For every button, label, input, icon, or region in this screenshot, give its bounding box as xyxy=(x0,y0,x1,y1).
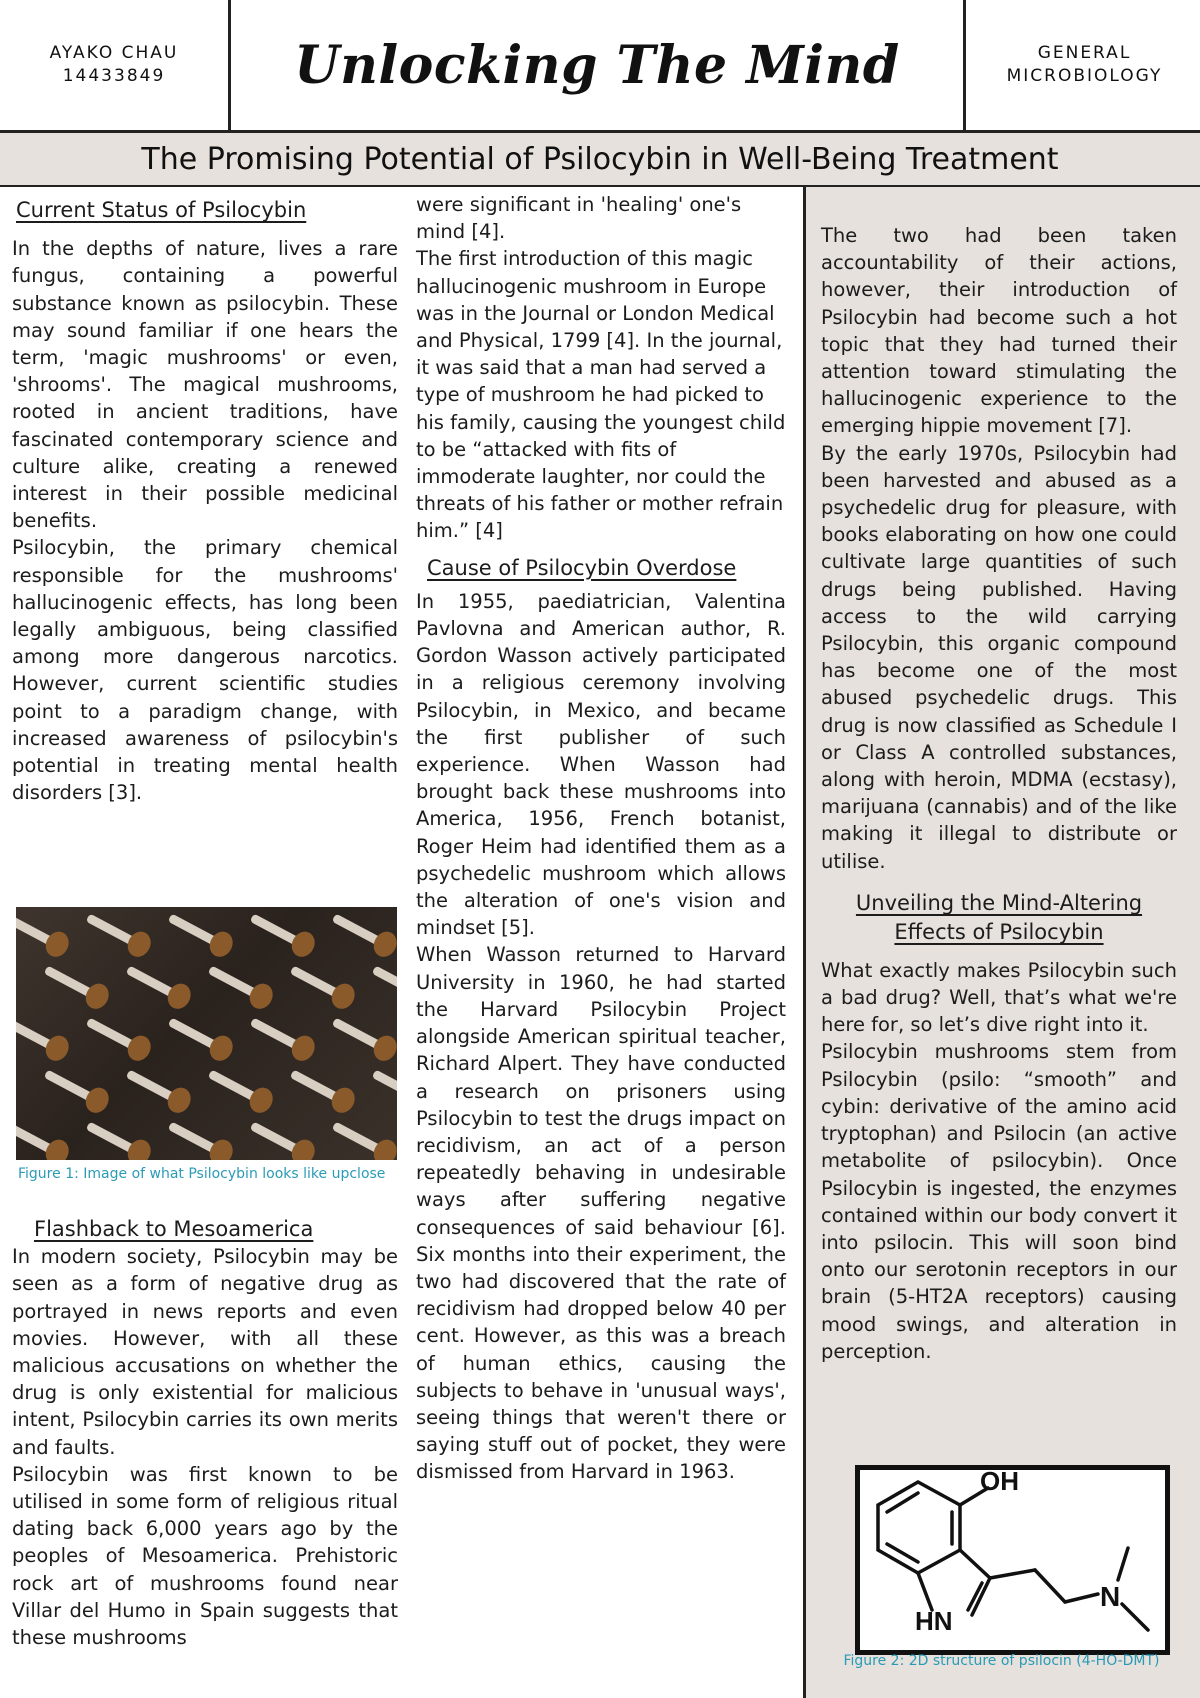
section-heading-mesoamerica: Flashback to Mesoamerica xyxy=(34,1217,314,1241)
paragraph: Psilocybin mushrooms stem from Psilocybin (psilo: “smooth” and cybin: derivative of the amino acid tryptophan) and Psilocin (an active metabolite of psilocybin). Once Psilocybin is ingested, the enzymes contained within our body convert it into psilocin. This will soon bind onto our serotonin receptors in our brain (5-HT2A receptors) causing mood swings, and alteration in perception. xyxy=(821,1040,1177,1363)
page-subtitle: The Promising Potential of Psilocybin in Well-Being Treatment xyxy=(141,141,1059,177)
paragraph: were significant in 'healing' one's mind [4]. xyxy=(416,193,742,244)
mushroom-photo xyxy=(16,907,397,1160)
methyl-bond xyxy=(1122,1604,1148,1630)
side-chain-bond xyxy=(1035,1570,1065,1602)
mushroom-shape xyxy=(82,1010,155,1065)
mushroom-image xyxy=(16,907,397,1160)
course-name-line1: GENERAL xyxy=(1037,43,1132,63)
side-chain-bond xyxy=(1065,1594,1098,1602)
paragraph: In the depths of nature, lives a rare fungus, containing a powerful substance known as psilocybin. These may sound familiar if one hears the term, 'magic mushrooms' or even, 'shrooms'. The magical mushrooms, rooted in ancient traditions, have fascinated contemporary science and culture alike, creating a renewed interest in their possible medicinal benefits. xyxy=(12,237,398,533)
column-1-lower xyxy=(12,1216,398,1651)
paragraph: In modern society, Psilocybin may be seen as a form of negative drug as portrayed in news reports and even movies. However, with all these malicious accusations on whether the drug is only existential for malicious intent, Psilocybin carries its own merits and faults. xyxy=(12,1245,398,1459)
mushroom-shape xyxy=(368,958,397,1013)
subtitle-bar xyxy=(0,133,1200,187)
paragraph: The first introduction of this magic hallucinogenic mushroom in Europe was in the Journal or London Medical and Physical, 1799 [4]. In the journal, it was said that a man had served a type of mushroom he had picked to his family, causing the youngest child to be “attacked with fits of immoderate laughter, nor could the threats of his father or mother refrain him.” [4] xyxy=(416,247,786,543)
mushroom-shape xyxy=(286,1062,359,1117)
section-heading-overdose: Cause of Psilocybin Overdose xyxy=(427,555,737,580)
mushroom-shape xyxy=(16,1010,73,1065)
mushroom-shape xyxy=(40,1062,113,1117)
figure-1-caption-wrap xyxy=(18,1165,404,1183)
mushroom-shape xyxy=(82,1114,155,1160)
mushroom-shape xyxy=(328,1114,397,1160)
mushroom-shape xyxy=(328,1010,397,1065)
course-name-line2: MICROBIOLOGY xyxy=(1006,66,1163,86)
mushroom-shape xyxy=(164,1010,237,1065)
paragraph: Psilocybin, the primary chemical responsible for the mushrooms' hallucinogenic effects, has long been legally ambiguous, being classified among more dangerous narcotics. However, current scientific studies point to a paradigm change, with increased awareness of psilocybin's potential in treating mental health disorders [3]. xyxy=(12,536,398,805)
mushroom-shape xyxy=(246,1114,319,1160)
paragraph: The two had been taken accountability of their actions, however, their introduction of Psilocybin had become such a hot topic that they had turned their attention toward stimulating the hallucinogenic experience to the emerging hippie movement [7]. xyxy=(821,224,1177,438)
mushroom-shape xyxy=(204,958,277,1013)
molecule-svg xyxy=(860,1470,1165,1650)
paragraph: Psilocybin was first known to be utilised in some form of religious ritual dating back 6,000 years ago by the peoples of Mesoamerica. Prehistoric rock art of mushrooms found near Villar del Humo in Spain suggests that these mushrooms xyxy=(12,1462,398,1650)
mushroom-shape xyxy=(286,958,359,1013)
heading-line: Effects of Psilocybin xyxy=(894,919,1104,944)
mushroom-shape xyxy=(368,1062,397,1117)
mushroom-shape xyxy=(122,958,195,1013)
benzene-ring xyxy=(878,1482,960,1573)
paragraph: What exactly makes Psilocybin such a bad drug? Well, that’s what we're here for, so let’s dive right into it. xyxy=(821,958,1177,1037)
methyl-bond xyxy=(1118,1548,1128,1580)
paragraph: When Wasson returned to Harvard University in 1960, he had started the Harvard Psilocybin Project alongside American spiritual teacher, Richard Alpert. They have conducted a research on prisoners using Psilocybin to test the drugs impact on recidivism, an act of a person repeatedly behaving in undesirable ways after suffering negative consequences of said behaviour [6]. Six months into their experiment, the two had discovered that the rate of recidivism had dropped below 40 per cent. However, as this was a breach of human ethics, causing the subjects to behave in 'unusual ways', seeing things that weren't there or saying stuff out of pocket, they were dismissed from Harvard in 1963. xyxy=(416,943,786,1484)
title-block xyxy=(231,0,963,130)
heading-line: Unveiling the Mind-Altering xyxy=(855,890,1143,915)
pyrrole-bond xyxy=(918,1573,932,1610)
side-chain-bond xyxy=(990,1570,1035,1578)
masthead xyxy=(0,0,1200,133)
column-2 xyxy=(416,191,786,1486)
author-name: AYAKO CHAU xyxy=(49,43,179,63)
student-id: 14433849 xyxy=(62,66,166,86)
author-block xyxy=(0,0,231,130)
column-1 xyxy=(12,197,398,806)
mushroom-shape xyxy=(164,907,237,961)
course-block xyxy=(963,0,1200,130)
n-label: N xyxy=(1100,1581,1121,1612)
mushroom-shape xyxy=(246,1010,319,1065)
mushroom-shape xyxy=(328,907,397,961)
figure-caption: Figure 1: Image of what Psilocybin looks like upclose xyxy=(18,1166,386,1182)
mushroom-shape xyxy=(122,1062,195,1117)
oh-label: OH xyxy=(980,1470,1019,1496)
paragraph: By the early 1970s, Psilocybin had been harvested and abused as a psychedelic drug for pleasure, with books elaborating on how one could cultivate large quantities of such drugs being published. Having access to the wild carrying Psilocybin, this organic compound has become one of the most abused psychedelic drugs. This drug is now classified as Schedule I or Class A controlled substances, along with heroin, MDMA (ecstasy), marijuana (cannabis) and of the like making it illegal to distribute or utilise. xyxy=(821,441,1177,873)
mushroom-shape xyxy=(16,1114,73,1160)
mushroom-shape xyxy=(246,907,319,961)
mushroom-shape xyxy=(16,907,73,961)
column-3 xyxy=(821,222,1177,1365)
mushroom-shape xyxy=(82,907,155,961)
mushroom-shape xyxy=(204,1062,277,1117)
mushroom-shape xyxy=(40,958,113,1013)
mushroom-shape xyxy=(164,1114,237,1160)
psilocin-structure-diagram xyxy=(855,1465,1170,1655)
figure-2-caption-wrap xyxy=(803,1652,1200,1670)
figure-caption: Figure 2: 2D structure of psilocin (4-HO-DMT) xyxy=(843,1653,1160,1669)
pyrrole-bond xyxy=(960,1550,990,1578)
section-heading-current-status: Current Status of Psilocybin xyxy=(16,198,307,222)
hn-label: HN xyxy=(915,1606,953,1636)
paragraph: In 1955, paediatrician, Valentina Pavlovna and American author, R. Gordon Wasson actively participated in a religious ceremony involving Psilocybin, in Mexico, and became the first publisher of such experience. When Wasson had brought back these mushrooms into America, 1956, French botanist, Roger Heim had identified them as a psychedelic mushroom which allows the alteration of one's vision and mindset [5]. xyxy=(416,589,786,940)
page-title: Unlocking The Mind xyxy=(294,34,900,96)
section-heading-effects xyxy=(821,889,1177,947)
